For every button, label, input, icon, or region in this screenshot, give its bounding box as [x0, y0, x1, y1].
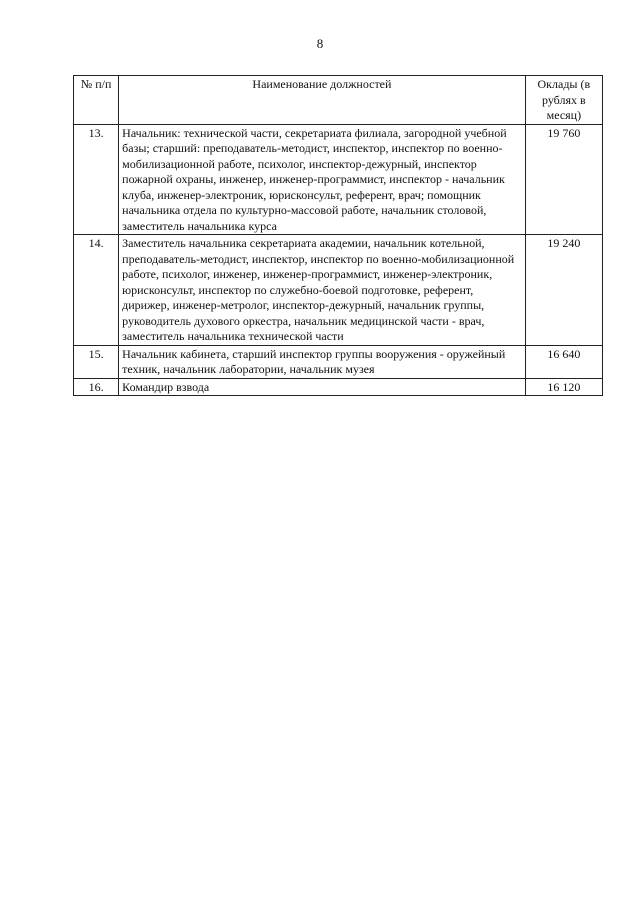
table-row: [74, 345, 603, 378]
page-number: 8: [316, 36, 324, 51]
row-position: Командир взвода: [119, 378, 526, 396]
header-number: № п/п: [74, 76, 119, 125]
row-number: 13.: [74, 124, 119, 235]
table-row: [74, 378, 603, 396]
row-salary: 16 120: [525, 378, 602, 396]
row-number: 16.: [74, 378, 119, 396]
salary-table: [73, 75, 603, 396]
row-salary: 16 640: [525, 345, 602, 378]
header-salary: Оклады (в рублях в месяц): [525, 76, 602, 125]
row-position: Начальник: технической части, секретариата филиала, загородной учебной базы; старший: преподаватель-методист, инспектор, инспектор по военно-мобилизационной работе, психолог, инспектор-дежурный, инспектор пожарной охраны, инженер, инженер-программист, инспектор - начальник клуба, инженер-электроник, юрисконсульт, референт, врач; помощник начальника отдела по культурно-массовой работе, начальник столовой, заместитель начальника курса: [119, 124, 526, 235]
row-salary: 19 240: [525, 235, 602, 346]
header-position: Наименование должностей: [119, 76, 526, 125]
table-header-row: [74, 76, 603, 125]
row-position: Заместитель начальника секретариата академии, начальник котельной, преподаватель-методист, инспектор, инспектор по военно-мобилизационной работе, психолог, инженер, инженер-программист, инженер-электроник, юрисконсульт, инспектор по служебно-боевой подготовке, референт, дирижер, инженер-метролог, инспектор-дежурный, начальник группы, руководитель духового оркестра, начальник медицинской части - врач, заместитель начальника технической части: [119, 235, 526, 346]
row-salary: 19 760: [525, 124, 602, 235]
row-position: Начальник кабинета, старший инспектор группы вооружения - оружейный техник, начальник лаборатории, начальник музея: [119, 345, 526, 378]
row-number: 15.: [74, 345, 119, 378]
row-number: 14.: [74, 235, 119, 346]
table-row: [74, 124, 603, 235]
table-row: [74, 235, 603, 346]
